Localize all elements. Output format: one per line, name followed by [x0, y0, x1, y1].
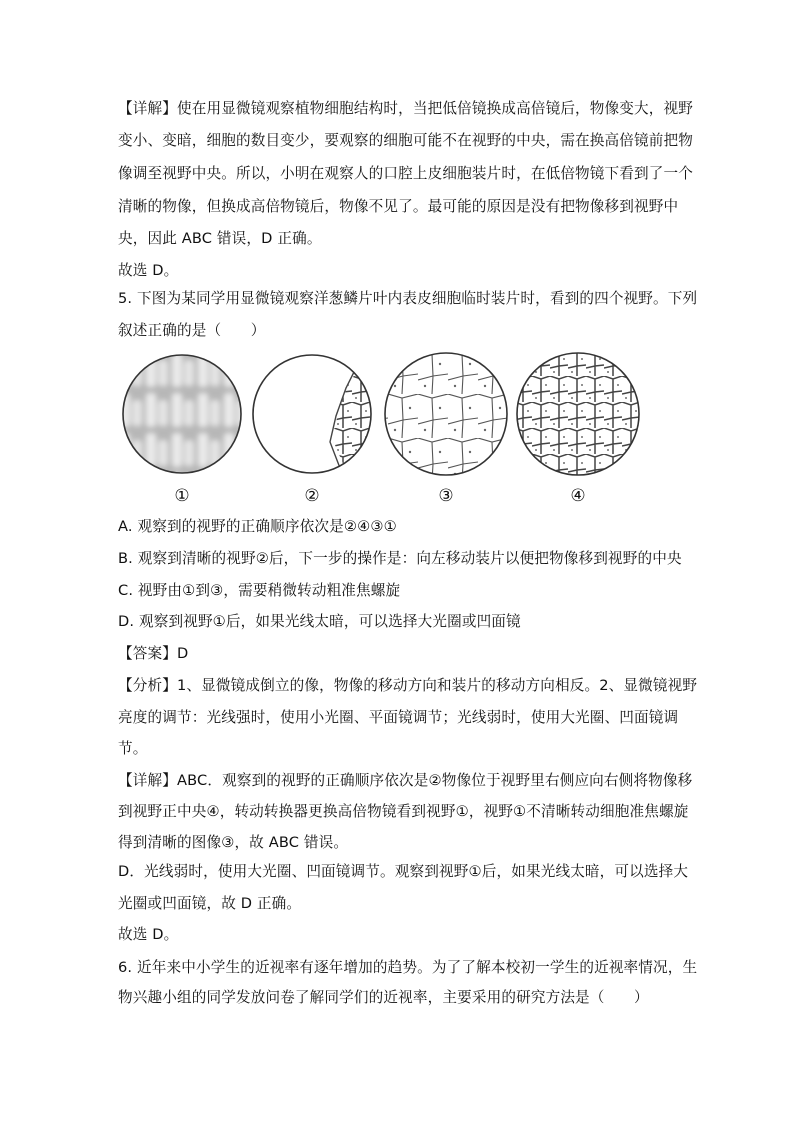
option-b: B. 观察到清晰的视野②后，下一步的操作是：向左移动装片以便把物像移到视野的中央 — [118, 550, 682, 567]
question-5-stem: 5. 下图为某同学用显微镜观察洋葱鳞片叶内表皮细胞临时装片时，看到的四个视野。下列 — [118, 290, 698, 307]
paragraph-line: 【详解】使在用显微镜观察植物细胞结构时，当把低倍镜换成高倍镜后，物像变大，视野 — [118, 100, 694, 117]
field-1-blurred — [118, 350, 248, 480]
analysis-line: 节。 — [118, 740, 148, 757]
option-a: A. 观察到的视野的正确顺序依次是②④③① — [118, 518, 397, 535]
figure-label-2: ② — [304, 486, 320, 506]
detail-line: 得到清晰的图像③，故 ABC 错误。 — [118, 834, 349, 851]
question-5-stem-cont: 叙述正确的是（ ） — [118, 322, 266, 339]
paragraph-line: 清晰的物像，但换成高倍物镜后，物像不见了。最可能的原因是没有把物像移到视野中 — [118, 198, 679, 215]
figure-label-1: ① — [174, 486, 190, 506]
microscope-fields-figure — [118, 350, 678, 515]
field-illustrations — [118, 350, 678, 485]
paragraph-line: 变小、变暗，细胞的数目变少，要观察的细胞可能不在视野的中央，需在换高倍镜前把物 — [118, 132, 694, 149]
field-3-clear-high — [378, 350, 518, 480]
option-c: C. 视野由①到③，需要稍微转动粗准焦螺旋 — [118, 582, 401, 599]
field-2-offcenter — [253, 355, 371, 474]
analysis-line: 亮度的调节：光线强时，使用小光圈、平面镜调节；光线弱时，使用大光圈、凹面镜调 — [118, 709, 679, 726]
figure-label-4: ④ — [570, 486, 586, 506]
analysis-line: 【分析】1、显微镜成倒立的像，物像的移动方向和装片的移动方向相反。2、显微镜视野 — [118, 677, 698, 694]
detail-line: 到视野正中央④，转动转换器更换高倍物镜看到视野①，视野①不清晰转动细胞准焦螺旋 — [118, 803, 689, 820]
paragraph-line: 像调至视野中央。所以，小明在观察人的口腔上皮细胞装片时，在低倍物镜下看到了一个 — [118, 165, 694, 182]
conclusion-line: 故选 D。 — [118, 926, 179, 943]
detail-line: D．光线弱时，使用大光圈、凹面镜调节。观察到视野①后，如果光线太暗，可以选择大 — [118, 863, 689, 880]
detail-line: 【详解】ABC．观察到的视野的正确顺序依次是②物像位于视野里右侧应向右侧将物像移 — [118, 772, 693, 789]
field-4-centered-low — [512, 350, 652, 480]
question-6-stem-cont: 物兴趣小组的同学发放问卷了解同学们的近视率，主要采用的研究方法是（ ） — [118, 989, 649, 1006]
paragraph-line: 央，因此 ABC 错误，D 正确。 — [118, 230, 322, 247]
figure-label-3: ③ — [438, 486, 454, 506]
option-d: D. 观察到视野①后，如果光线太暗，可以选择大光圈或凹面镜 — [118, 613, 521, 630]
answer-line: 【答案】D — [118, 645, 189, 662]
paragraph-line: 故选 D。 — [118, 262, 179, 279]
question-6-stem: 6. 近年来中小学生的近视率有逐年增加的趋势。为了了解本校初一学生的近视率情况，生 — [118, 959, 698, 976]
detail-line: 光圈或凹面镜，故 D 正确。 — [118, 895, 302, 912]
